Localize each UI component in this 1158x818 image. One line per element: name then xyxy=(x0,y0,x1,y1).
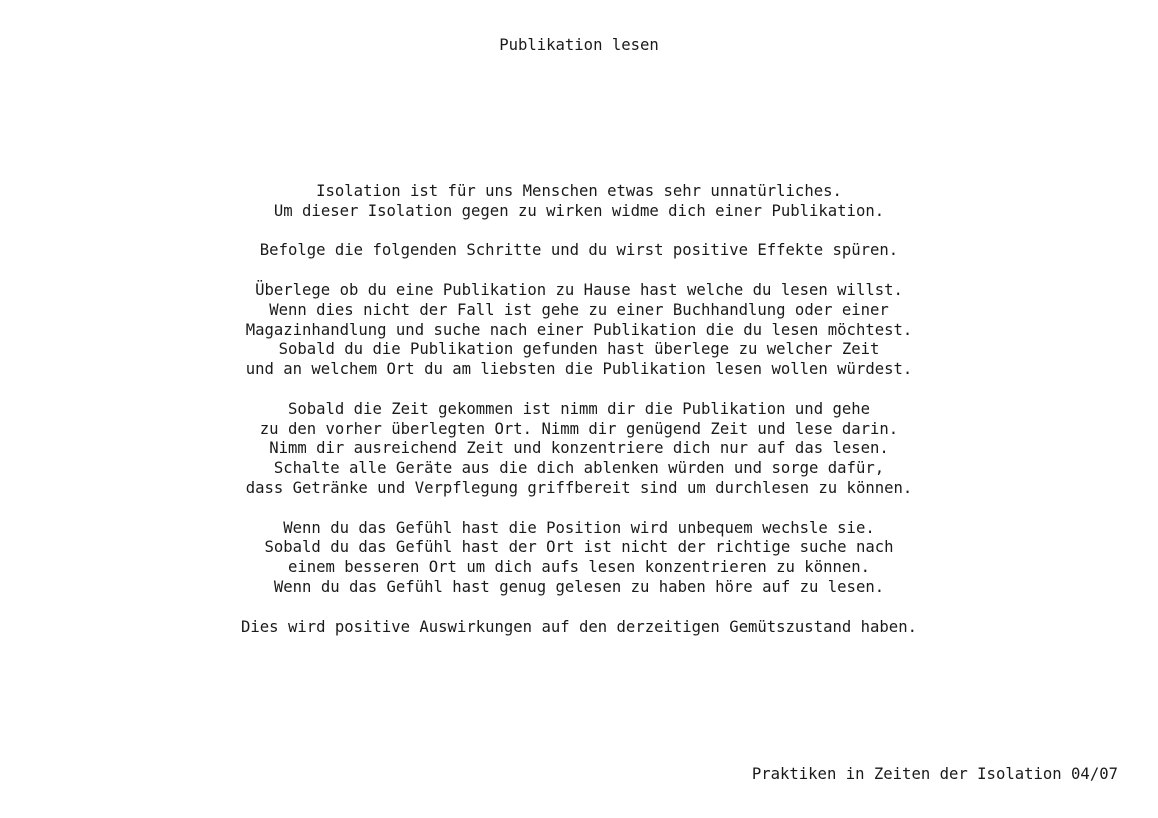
paragraph-conclusion xyxy=(0,618,1158,638)
paragraph-step-adjust xyxy=(0,519,1158,598)
text-line: einem besseren Ort um dich aufs lesen konzentrieren zu können. xyxy=(287,558,871,577)
text-line: Befolge die folgenden Schritte und du wirst positive Effekte spüren. xyxy=(259,241,899,260)
paragraph-step-choose xyxy=(0,281,1158,380)
text-line: Dies wird positive Auswirkungen auf den derzeitigen Gemütszustand haben. xyxy=(241,617,917,636)
text-line: Wenn du das Gefühl hast genug gelesen zu haben höre auf zu lesen. xyxy=(273,577,885,596)
paragraph-intro xyxy=(0,182,1158,222)
text-line: Sobald die Zeit gekommen ist nimm dir die Publikation und gehe xyxy=(287,399,871,418)
page-title: Publikation lesen xyxy=(499,36,659,54)
paragraph-instruction xyxy=(0,241,1158,261)
text-line: Magazinhandlung und suche nach einer Publikation die du lesen möchtest. xyxy=(245,320,913,339)
text-line: Sobald du die Publikation gefunden hast überlege zu welcher Zeit xyxy=(278,340,880,359)
text-line: dass Getränke und Verpflegung griffbereit sind um durchlesen zu können. xyxy=(245,478,913,497)
instruction-text xyxy=(0,182,1158,657)
text-line: Überlege ob du eine Publikation zu Hause hast welche du lesen willst. xyxy=(255,280,903,299)
text-line: Isolation ist für uns Menschen etwas sehr unnatürliches. xyxy=(316,182,842,200)
text-line: Sobald du das Gefühl hast der Ort ist nicht der richtige suche nach xyxy=(264,538,894,557)
text-line: zu den vorher überlegten Ort. Nimm dir genügend Zeit und lese darin. xyxy=(259,419,899,438)
text-line: und an welchem Ort du am liebsten die Publikation lesen wollen würdest. xyxy=(245,360,913,379)
text-line: Um dieser Isolation gegen zu wirken widme dich einer Publikation. xyxy=(273,201,885,220)
text-line: Schalte alle Geräte aus die dich ablenken würden und sorge dafür, xyxy=(273,459,885,478)
text-line: Wenn dies nicht der Fall ist gehe zu einer Buchhandlung oder einer xyxy=(269,300,889,319)
text-line: Nimm dir ausreichend Zeit und konzentriere dich nur auf das lesen. xyxy=(269,439,889,458)
paragraph-step-read xyxy=(0,400,1158,499)
page-footer: Praktiken in Zeiten der Isolation 04/07 xyxy=(751,765,1118,783)
text-line: Wenn du das Gefühl hast die Position wird unbequem wechsle sie. xyxy=(283,518,875,537)
